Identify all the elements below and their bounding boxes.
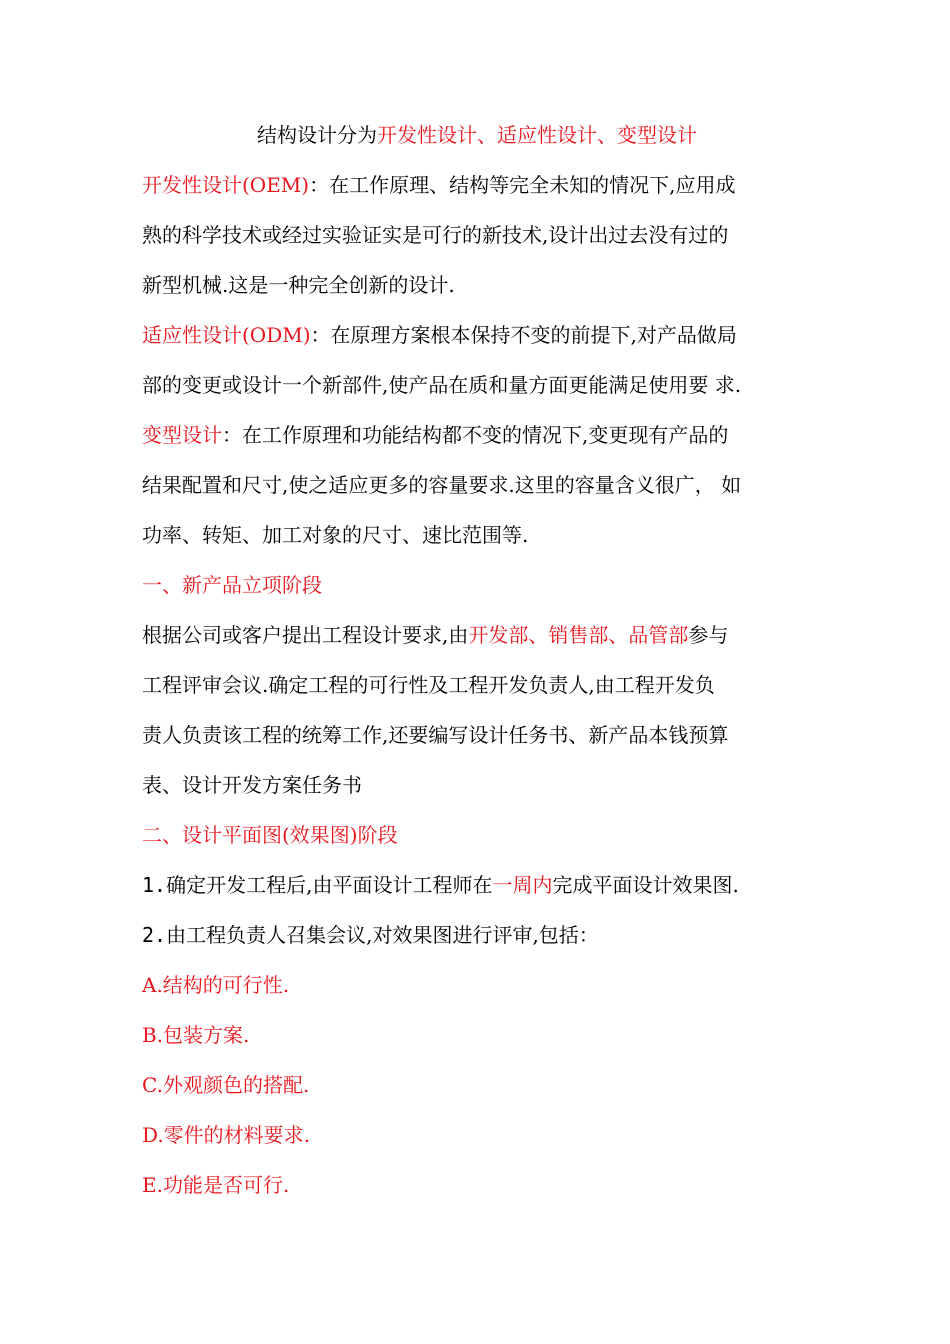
section1-heading: 一、新产品立项阶段 (142, 573, 322, 597)
variant-paragraph-line-3: 功率、转矩、加工对象的尺寸、速比范围等. (142, 523, 529, 547)
odm-paragraph-line-1 (142, 310, 822, 360)
oem-paragraph-line-3: 新型机械.这是一种完全创新的设计. (142, 273, 455, 297)
step1-deadline: 一周内 (492, 873, 553, 897)
variant-paragraph-line-1 (142, 410, 822, 460)
section1-line-2: 工程评审会议.确定工程的可行性及工程开发负责人,由工程开发负 (142, 673, 715, 697)
variant-paragraph-line-2: 结果配置和尺寸,使之适应更多的容量要求.这里的容量含义很广， 如 (142, 473, 742, 497)
review-item-b: B.包装方案. (142, 1023, 250, 1047)
section1-line1-prefix: 根据公司或客户提出工程设计要求,由 (142, 623, 469, 647)
oem-label: 开发性设计(OEM) (142, 173, 310, 197)
title-highlight: 开发性设计、适应性设计、变型设计 (377, 123, 697, 147)
section2-step-2 (142, 910, 822, 960)
step2-text: 由工程负责人召集会议,对效果图进行评审,包括： (166, 923, 599, 947)
step2-number: 2. (142, 923, 167, 947)
variant-text-1: ：在工作原理和功能结构都不变的情况下,变更现有产品的 (222, 423, 729, 447)
section1-line-4: 表、设计开发方案任务书 (142, 773, 362, 797)
review-item-a: A.结构的可行性. (142, 973, 290, 997)
section1-departments: 开发部、销售部、品管部 (468, 623, 689, 647)
oem-text-1: ：在工作原理、结构等完全未知的情况下,应用成 (309, 173, 736, 197)
odm-text-1: ：在原理方案根本保持不变的前提下,对产品做局 (310, 323, 737, 347)
section1-line-3: 责人负责该工程的统筹工作,还要编写设计任务书、新产品本钱预算 (142, 723, 729, 747)
section1-line-1 (142, 610, 822, 660)
section2-step-1 (142, 860, 822, 910)
odm-label: 适应性设计(ODM) (142, 323, 311, 347)
review-item-c: C.外观颜色的搭配. (142, 1073, 310, 1097)
review-item-d: D.零件的材料要求. (142, 1123, 311, 1147)
review-item-e: E.功能是否可行. (142, 1173, 290, 1197)
title-prefix: 结构设计分为 (257, 123, 377, 147)
section1-line1-suffix: 参与 (688, 623, 729, 647)
section2-heading: 二、设计平面图(效果图)阶段 (142, 823, 398, 847)
document-title (132, 110, 822, 160)
step1-number: 1. (142, 873, 167, 897)
odm-paragraph-line-2: 部的变更或设计一个新部件,使产品在质和量方面更能满足使用要 求. (142, 373, 742, 397)
oem-paragraph-line-2: 熟的科学技术或经过实验证实是可行的新技术,设计出过去没有过的 (142, 223, 729, 247)
oem-paragraph-line-1 (142, 160, 822, 210)
step1-prefix: 确定开发工程后,由平面设计工程师在 (166, 873, 493, 897)
step1-suffix: 完成平面设计效果图. (552, 873, 739, 897)
variant-label: 变型设计 (142, 423, 222, 447)
